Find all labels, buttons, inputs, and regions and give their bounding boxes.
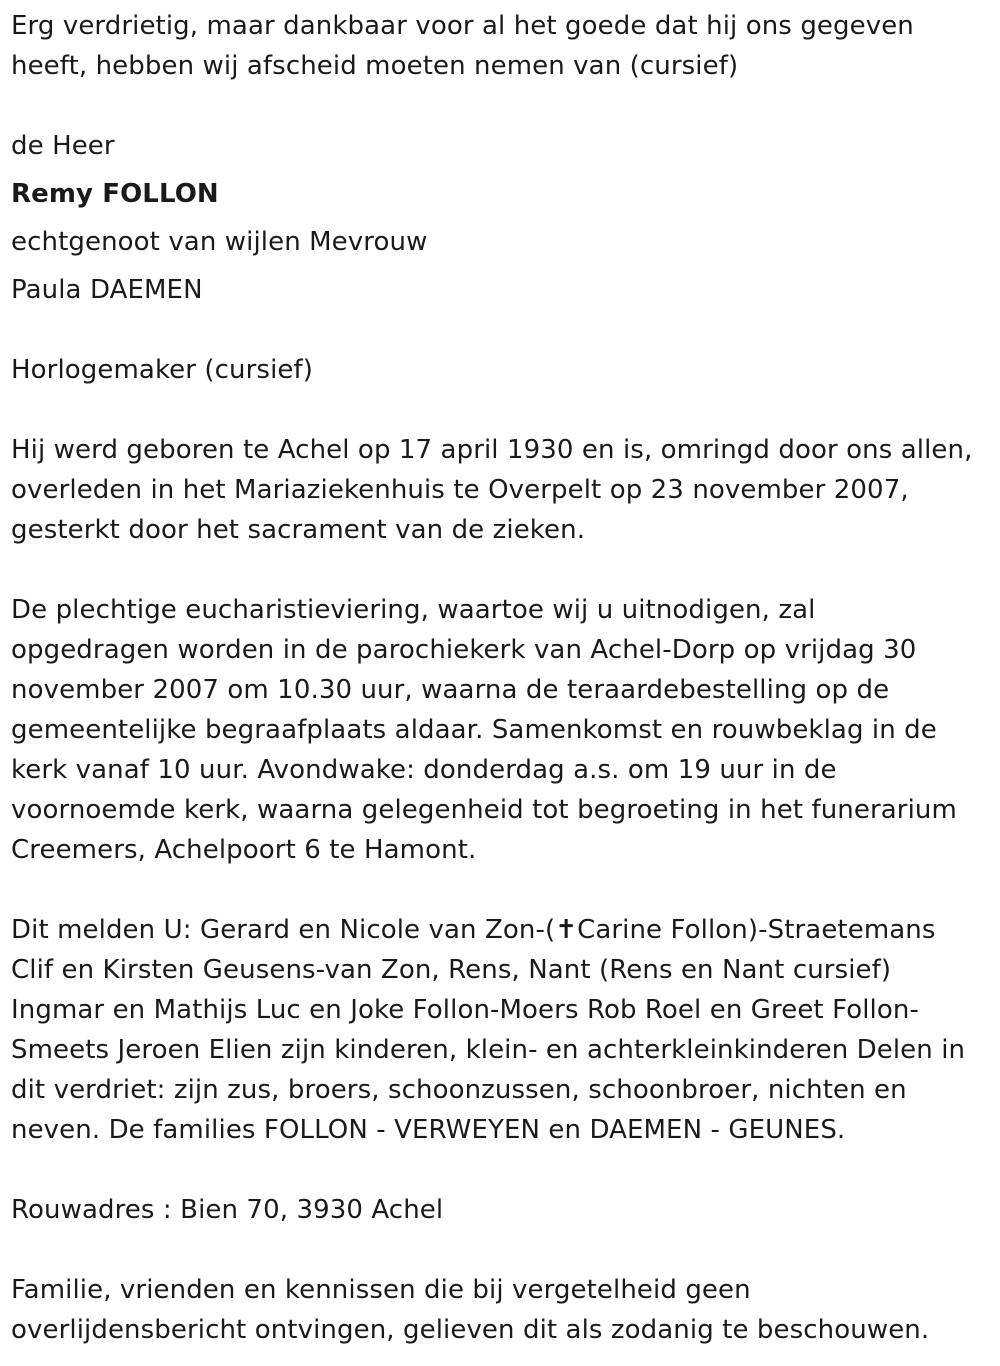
spacer xyxy=(11,1230,991,1270)
spacer xyxy=(11,390,991,430)
birth-death-line-3: gesterkt door het sacrament van de zieken. xyxy=(11,515,586,545)
family-paragraph xyxy=(11,910,991,1150)
ceremony-line-2: opgedragen worden in de parochiekerk van Achel-Dorp op vrijdag 30 xyxy=(11,635,917,665)
honorific: de Heer xyxy=(11,131,115,161)
birth-death-line-2: overleden in het Mariaziekenhuis te Overpelt op 23 november 2007, xyxy=(11,475,909,505)
spouse-line-2: Paula DAEMEN xyxy=(11,275,203,305)
family-line-4: Smeets Jeroen Elien zijn kinderen, klein- en achterkleinkinderen Delen in xyxy=(11,1035,966,1065)
ceremony-line-5: kerk vanaf 10 uur. Avondwake: donderdag a.s. om 19 uur in de xyxy=(11,755,837,785)
family-line-2: Clif en Kirsten Geusens-van Zon, Rens, Nant (Rens en Nant cursief) xyxy=(11,955,892,985)
family-line-3: Ingmar en Mathijs Luc en Joke Follon-Moers Rob Roel en Greet Follon- xyxy=(11,995,919,1025)
intro-paragraph xyxy=(11,6,991,86)
family-line-5: dit verdriet: zijn zus, broers, schoonzussen, schoonbroer, nichten en xyxy=(11,1075,907,1105)
ceremony-line-7: Creemers, Achelpoort 6 te Hamont. xyxy=(11,835,477,865)
family-line-1: Dit melden U: Gerard en Nicole van Zon-(✝Carine Follon)-Straetemans xyxy=(11,915,936,945)
spacer xyxy=(11,1150,991,1190)
spacer xyxy=(11,166,991,174)
closing-line-1: Familie, vrienden en kennissen die bij vergetelheid geen xyxy=(11,1275,751,1305)
spacer xyxy=(11,86,991,126)
closing-paragraph xyxy=(11,1270,991,1350)
spacer xyxy=(11,262,991,270)
spacer xyxy=(11,214,991,222)
deceased-name: Remy FOLLON xyxy=(11,179,219,209)
ceremony-line-6: voornoemde kerk, waarna gelegenheid tot begroeting in het funerarium xyxy=(11,795,957,825)
ceremony-paragraph xyxy=(11,590,991,870)
spouse-line-1: echtgenoot van wijlen Mevrouw xyxy=(11,227,428,257)
obituary-document xyxy=(11,6,991,1350)
spacer xyxy=(11,550,991,590)
spacer xyxy=(11,870,991,910)
birth-death-line-1: Hij werd geboren te Achel op 17 april 1930 en is, omringd door ons allen, xyxy=(11,435,973,465)
spacer xyxy=(11,310,991,350)
family-line-6: neven. De families FOLLON - VERWEYEN en DAEMEN - GEUNES. xyxy=(11,1115,846,1145)
mourning-address: Rouwadres : Bien 70, 3930 Achel xyxy=(11,1195,444,1225)
ceremony-line-3: november 2007 om 10.30 uur, waarna de teraardebestelling op de xyxy=(11,675,890,705)
intro-line-2: heeft, hebben wij afscheid moeten nemen van (cursief) xyxy=(11,51,739,81)
ceremony-line-1: De plechtige eucharistieviering, waartoe wij u uitnodigen, zal xyxy=(11,595,816,625)
intro-line-1: Erg verdrietig, maar dankbaar voor al het goede dat hij ons gegeven xyxy=(11,11,914,41)
profession: Horlogemaker (cursief) xyxy=(11,355,313,385)
ceremony-line-4: gemeentelijke begraafplaats aldaar. Samenkomst en rouwbeklag in de xyxy=(11,715,937,745)
birth-death-paragraph xyxy=(11,430,991,550)
closing-line-2: overlijdensbericht ontvingen, gelieven dit als zodanig te beschouwen. xyxy=(11,1315,930,1345)
